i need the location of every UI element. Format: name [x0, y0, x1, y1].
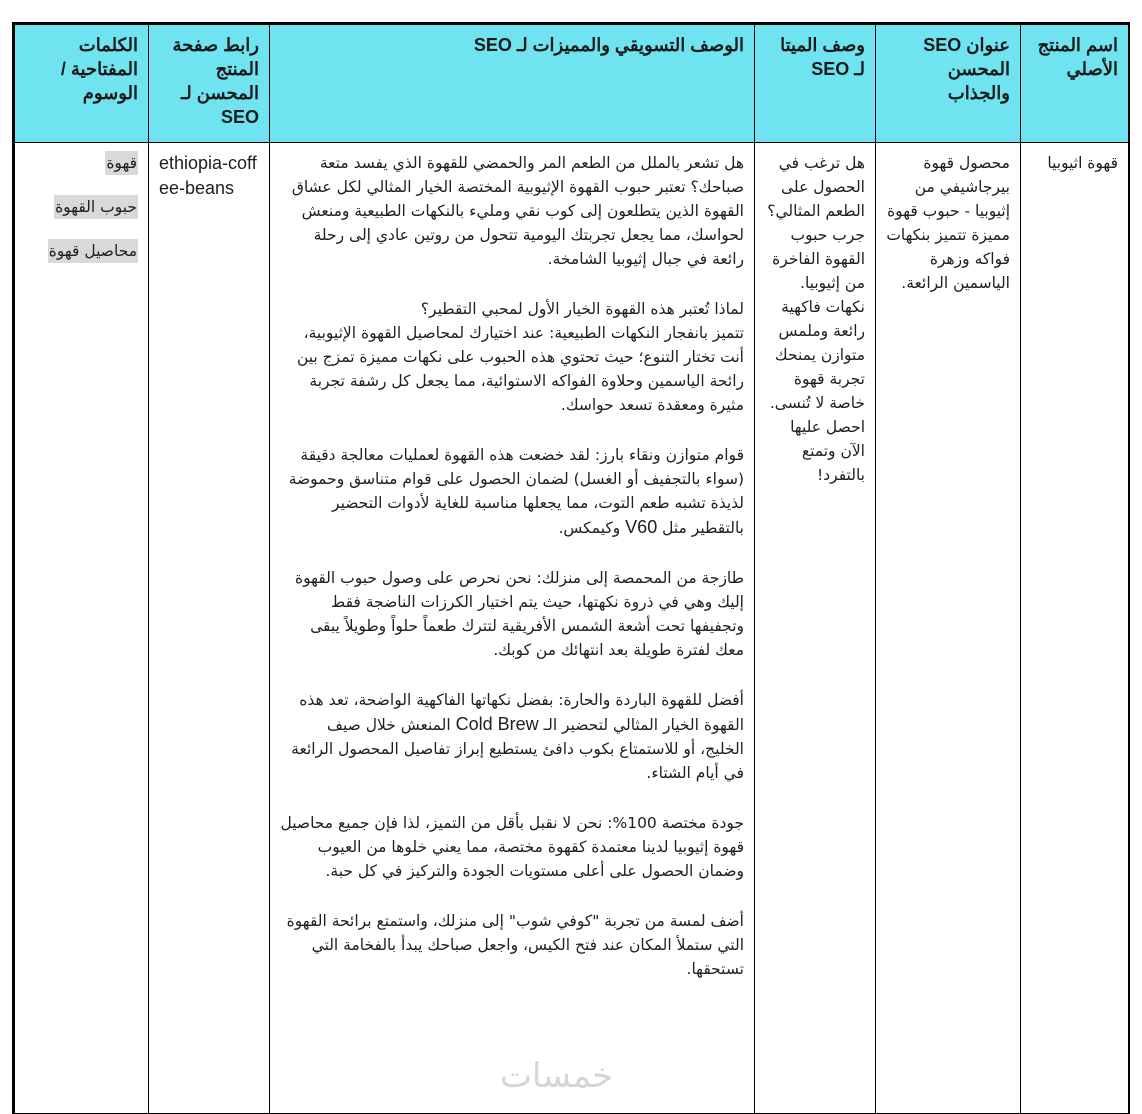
cell-marketing-description [270, 143, 755, 1114]
desc-why-heading: لماذا تُعتبر هذه القهوة الخيار الأول لمحبي التقطير؟ [420, 300, 744, 318]
cell-original-name: قهوة اثيوبيا [1021, 143, 1129, 1114]
header-row [15, 25, 1129, 143]
watermark-logo: خمسات [500, 1056, 614, 1096]
desc-paragraph-cta: أضف لمسة من تجربة "كوفي شوب" إلى منزلك، واستمتع برائحة القهوة التي ستملأ المكان عند فتح الكيس، واجعل صباحك يبدأ بالفخامة التي تستحقها. [286, 912, 744, 978]
desc-paragraph-quality: جودة مختصة 100%: نحن لا نقبل بأقل من التميز، لذا فإن جميع محاصيل قهوة إثيوبيا لدينا معتمدة كقهوة مختصة، مما يعني خلوها من العيوب وضمان الحصول على أعلى مستويات الجودة والتركيز في كل حبة. [280, 814, 744, 880]
desc-cold-brew-term: Cold Brew [455, 714, 539, 734]
keyword-tag: محاصيل قهوة [48, 239, 138, 263]
keyword-tag: حبوب القهوة [54, 195, 138, 219]
keyword-list [25, 151, 138, 283]
desc-paragraph-flavors [280, 297, 744, 417]
keyword-tag: قهوة [105, 151, 138, 175]
desc-paragraph-fresh: طازجة من المحمصة إلى منزلك: نحن نحرص على وصول حبوب القهوة إليك وهي في ذروة نكهتها، حيث يتم اختيار الكرزات الناضجة فقط وتجفيفها تحت أشعة الشمس الأفريقية لتترك طعماً حلواً وطويلاً يبقى معك لفترة طويلة بعد انتهائك من كوبك. [295, 569, 744, 659]
desc-brew-text: أفضل للقهوة الباردة والحارة: بفضل نكهاتها الفاكهية الواضحة، تعد هذه القهوة الخيار المثالي لتحضير الـ [299, 691, 744, 734]
table-row [15, 143, 1129, 1114]
cell-keywords [15, 143, 149, 1114]
product-url-slug: ethiopia-coffee-beans [159, 153, 257, 198]
header-meta-description: وصف الميتا لـ SEO [755, 25, 876, 143]
desc-flavors-text: تتميز بانفجار النكهات الطبيعية: عند اختيارك لمحاصيل القهوة الإثيوبية، أنت تختار التنوع؛ حيث تحتوي هذه الحبوب على نكهات مميزة تمزج بين رائحة الياسمين وحلاوة الفواكه الاستوائية، مما يجعل كل رشفة تجربة مثيرة ومعقدة تسعد حواسك. [296, 324, 744, 414]
seo-table-sheet [12, 22, 1130, 1114]
desc-brew-text-end: المنعش خلال صيف الخليج، أو للاستمتاع بكوب دافئ يستطيع إبراز تفاصيل المحصول الرائعة في أيام الشتاء. [291, 716, 744, 782]
desc-body-text-end: وكيمكس. [558, 519, 626, 537]
cell-seo-title: محصول قهوة بيرجاشيفي من إثيوبيا - حبوب قهوة مميزة تتميز بنكهات فواكه وزهرة الياسمين الرائعة. [876, 143, 1021, 1114]
header-product-url: رابط صفحة المنتج المحسن لـ SEO [149, 25, 270, 143]
cell-meta-description: هل ترغب في الحصول على الطعم المثالي؟ جرب حبوب القهوة الفاخرة من إثيوبيا. نكهات فاكهية رائعة وملمس متوازن يمنحك تجربة قهوة خاصة لا تُنسى. احصل عليها الآن وتمتع بالتفرد! [755, 143, 876, 1114]
header-seo-title: عنوان SEO المحسن والجذاب [876, 25, 1021, 143]
desc-paragraph-body [280, 443, 744, 540]
header-original-name: اسم المنتج الأصلي [1021, 25, 1129, 143]
seo-product-table [14, 24, 1129, 1114]
desc-paragraph-intro: هل تشعر بالملل من الطعم المر والحمضي للقهوة الذي يفسد متعة صباحك؟ تعتبر حبوب القهوة الإثيوبية المختصة الخيار المثالي لكل عشاق القهوة الذين يتطلعون إلى كوب نقي ومليء بالنكهات الطبيعية ومنعش لحواسك، مما يجعل تجربتك اليومية تتحول من روتين عادي إلى رحلة رائعة في جبال إثيوبيا الشامخة. [291, 154, 744, 268]
desc-paragraph-brew [280, 688, 744, 785]
cell-product-url [149, 143, 270, 1114]
header-marketing-description: الوصف التسويقي والمميزات لـ SEO [270, 25, 755, 143]
header-keywords: الكلمات المفتاحية / الوسوم [15, 25, 149, 143]
desc-v60-term: V60 [625, 517, 658, 537]
desc-body-text: قوام متوازن ونقاء بارز: لقد خضعت هذه القهوة لعمليات معالجة دقيقة (سواء بالتجفيف أو الغسل) لضمان الحصول على قوام متناسق وحموضة لذيذة تشبه طعم التوت، مما يجعلها مناسبة للغاية لأدوات التحضير بالتقطير مثل [288, 446, 744, 537]
